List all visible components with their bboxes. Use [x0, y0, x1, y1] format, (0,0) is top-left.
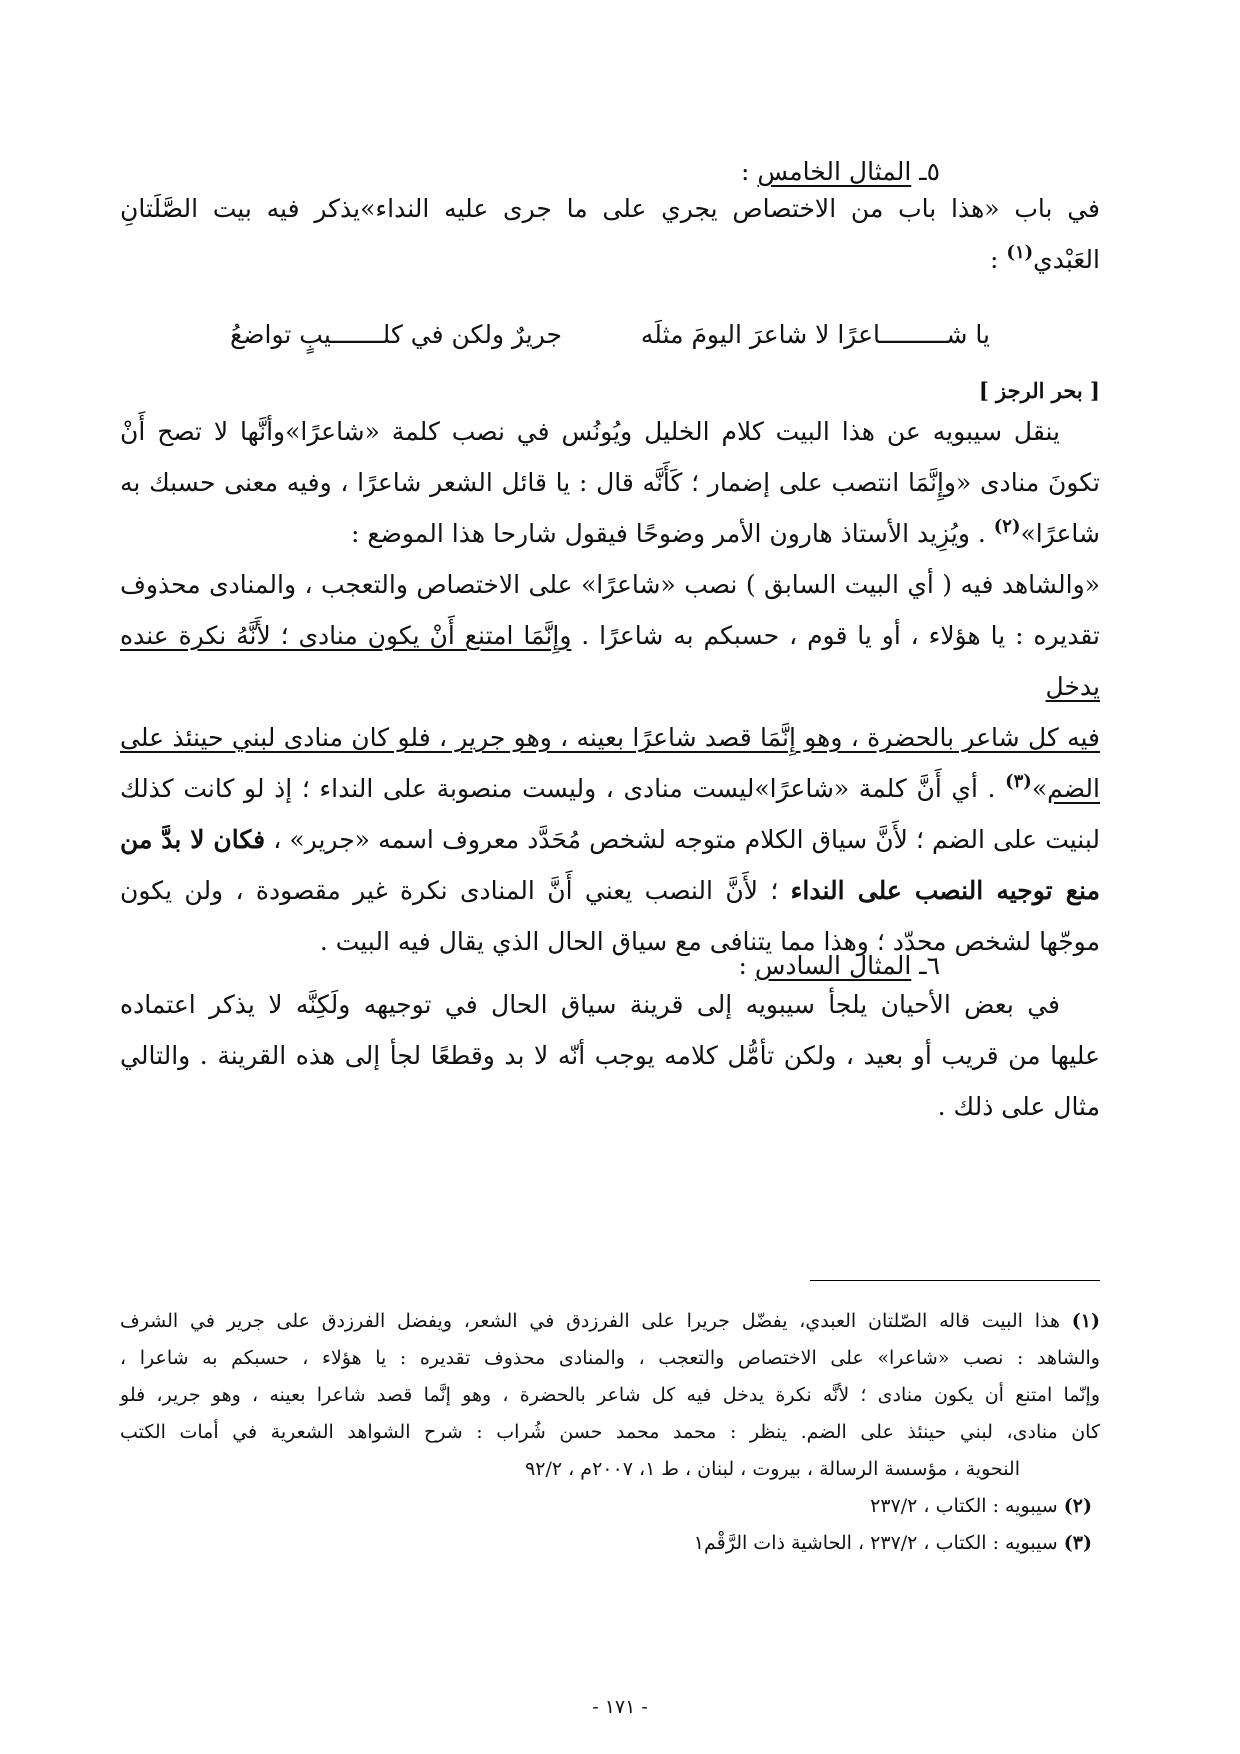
- poetic-meter-label: [ بحر الرجز ]: [978, 378, 1100, 403]
- heading-colon: :: [741, 157, 758, 186]
- harun-commentary-paragraph: [120, 559, 1100, 967]
- heading-number: ٥ـ: [911, 157, 940, 186]
- paragraph-line: موجّها لشخص محدّد ؛ وهذا مما يتنافى مع سياق الحال الذي يقال فيه البيت .: [319, 927, 1100, 956]
- paragraph-line: الضم»$^{(٣)}$ . أي أَنَّ كلمة «شاعرًا»ليست منادى ، وليست منصوبة على النداء ؛ إذ لو كانت كذلك: [120, 771, 1100, 803]
- heading-number: ٦ـ: [911, 951, 940, 980]
- footnote-ref[interactable]: (٣): [1005, 771, 1032, 792]
- paragraph-line: في باب «هذا باب من الاختصاص يجري على ما جرى عليه النداء»يذكر فيه بيت الصَّلَتانِ: [120, 194, 1100, 223]
- sibawayh-quote-paragraph: [120, 406, 1100, 559]
- verse-first-hemistich: يا شـــــــــاعرًا لا شاعرَ اليومَ مثلَه: [640, 320, 990, 349]
- poetry-verse: [230, 320, 990, 349]
- footnote-ref[interactable]: (٢): [993, 516, 1021, 537]
- example-6-heading: [738, 951, 940, 980]
- paragraph-line: فيه كل شاعر بالحضرة ، وهو إِنَّمَا قصد شاعرًا بعينه ، وهو جرير ، فلو كان منادى لبني حينئذ على: [120, 723, 1100, 752]
- paragraph-line: مثال على ذلك .: [937, 1092, 1100, 1121]
- paragraph-line: تقديره : يا هؤلاء ، أو يا قوم ، حسبكم به شاعرًا . وإِنَّمَا امتنع أَنْ يكون منادى ؛ لأَنَّهُ نكرة عنده يدخل: [120, 621, 1100, 701]
- paragraph-line: منع توجيه النصب على النداء ؛ لأَنَّ النصب يعني أَنَّ المنادى نكرة غير مقصودة ، ولن يكون: [120, 876, 1100, 905]
- footnote-2: (٢) سيبويه : الكتاب ، ٢٣٧/٢: [870, 1495, 1092, 1517]
- paragraph-line: ينقل سيبويه عن هذا البيت كلام الخليل ويُونُس في نصب كلمة «شاعرًا»وأنَّها لا تصح أَنْ: [120, 417, 1060, 446]
- footnote-3: (٣) سيبويه : الكتاب ، ٢٣٧/٢ ، الحاشية ذات الرَّقْم١: [693, 1532, 1092, 1554]
- verse-second-hemistich: جريرٌ ولكن في كلـــــــيبٍ تواضعُ: [230, 320, 562, 349]
- example-6-paragraph: [120, 979, 1100, 1132]
- page-number: - ١٧١ -: [592, 1696, 648, 1718]
- footnote-1: (١) هذا البيت قاله الصّلتان العبدي، يفضّل جريرا على الفرزدق في الشعر، ويفضل الفرزدق على جرير في الشرف والشاهد : نصب «شاعرا» على الاختصاص والتعجب ، والمنادى محذوف تقديره : يا هؤلاء ، حسبكم به شاعرا ، وإنّما امتنع أن يكون منادى ؛ لأنَّه نكرة يدخل فيه كل شاعر بالحضرة ، وهو إنَّما قصد شاعرا بعينه ، وهو جرير، فلو كان منادى، لبني حينئذ على الضم. ينظر : محمد محمد حسن شُراب : شرح الشواهد الشعرية في أمات الكتب النحوية ، مؤسسة الرسالة ، بيروت ، لبنان ، ط ١، ٢٠٠٧م ، ٩٢/٢: [120, 1310, 1100, 1480]
- paragraph-line: «والشاهد فيه ( أي البيت السابق ) نصب «شاعرًا» على الاختصاص والتعجب ، والمنادى محذوف: [120, 570, 1100, 599]
- paragraph-line: شاعرًا»$^{(٢)}$ . ويُزِيد الأستاذ هارون الأمر وضوحًا فيقول شارحا هذا الموضع :: [350, 516, 1100, 548]
- heading-label: المثال الخامس: [757, 157, 912, 186]
- paragraph-line: تكونَ منادى «وإِنَّمَا انتصب على إضمار ؛ كَأَنَّه قال : يا قائل الشعر شاعرًا ، وفيه معنى حسبك به: [120, 468, 1100, 497]
- footnote-ref[interactable]: (١): [1006, 242, 1034, 263]
- paragraph-line: لبنيت على الضم ؛ لأَنَّ سياق الكلام متوجه لشخص مُحَدَّد معروف اسمه «جرير» ، فكان لا بدَّ من: [120, 825, 1100, 854]
- paragraph-line: في بعض الأحيان يلجأ سيبويه إلى قرينة سياق الحال في توجيهه ولَكِنَّه لا يذكر اعتماده: [120, 990, 1060, 1019]
- example-5-intro-paragraph: [120, 183, 1100, 285]
- example-5-heading: [741, 157, 940, 186]
- heading-label: المثال السادس: [754, 951, 912, 980]
- paragraph-line: العَبْدي$^{(١)}$ :: [990, 242, 1100, 274]
- footnote-separator: [810, 1280, 1100, 1281]
- heading-colon: :: [738, 951, 755, 980]
- paragraph-line: عليها من قريب أو بعيد ، ولكن تأمُّل كلامه يوجب أنّه لا بد وقطعًا لجأ إلى هذه القرينة . والتالي: [120, 1041, 1100, 1070]
